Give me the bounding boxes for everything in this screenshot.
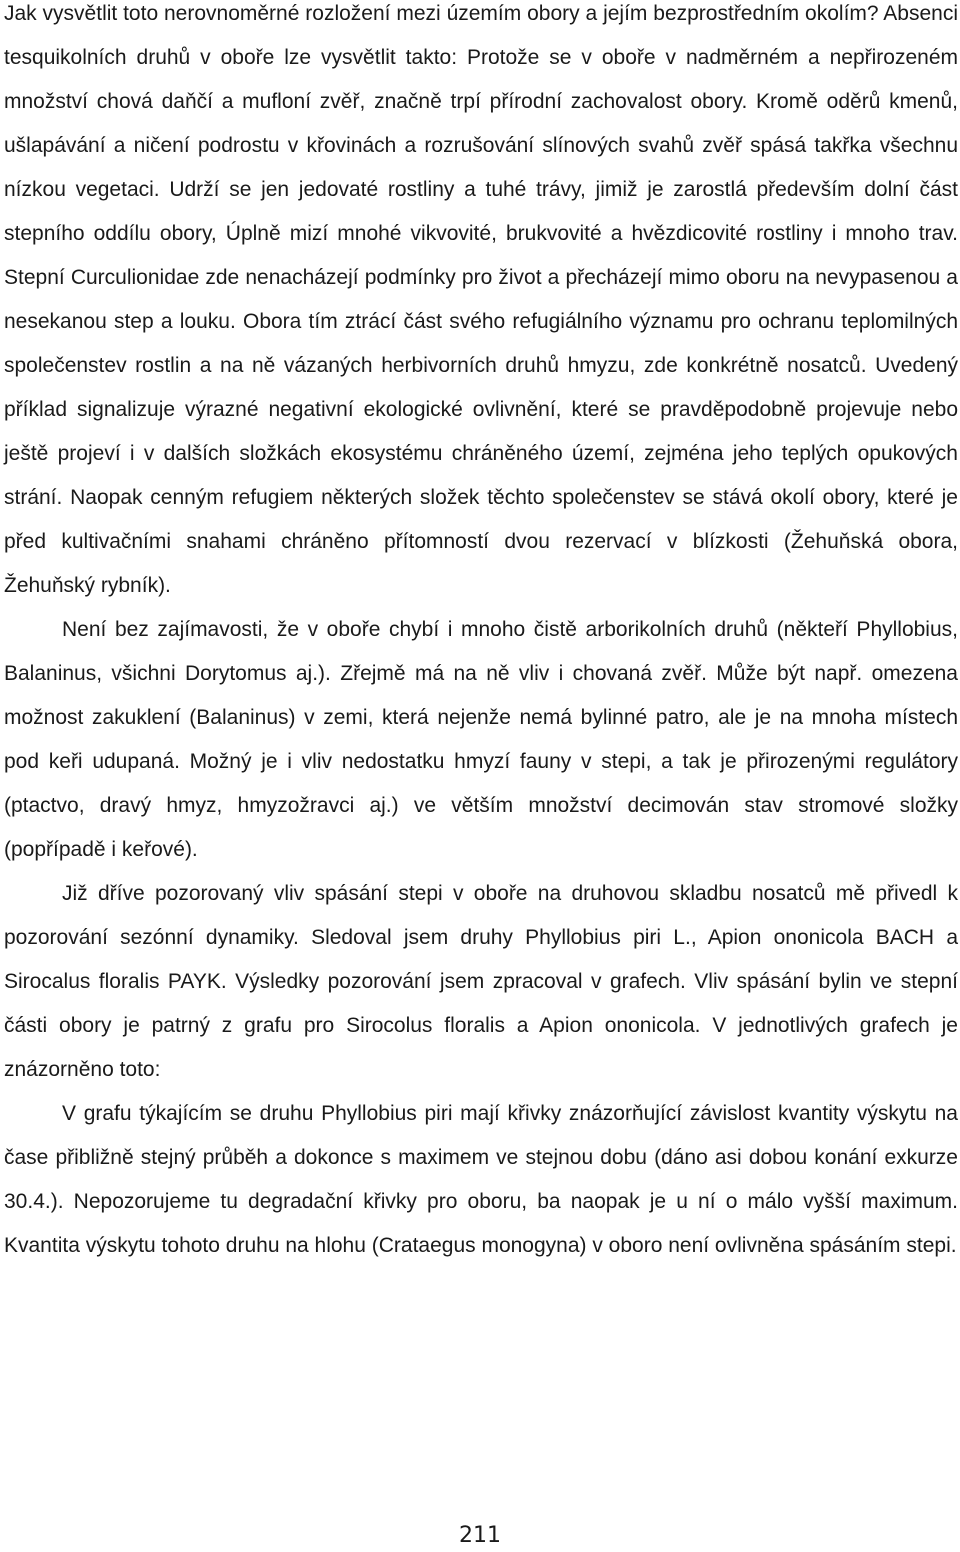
body-text — [4, 0, 958, 1268]
paragraph-2: Není bez zajímavosti, že v oboře chybí i mnoho čistě arborikolních druhů (někteří Phyllobius, Balaninus, všichni Dorytomus aj.). Zřejmě má na ně vliv i chovaná zvěř. Může být např. omezena možnost zakuklení (Balaninus) v zemi, která nejenže nemá bylinné patro, ale je na mnoha místech pod keři udupaná. Možný je i vliv nedostatku hmyzí fauny v stepi, a tak je přirozenými regulátory (ptactvo, dravý hmyz, hmyzožravci aj.) ve větším množství decimován stav stromové složky (popřípadě i keřové). — [4, 618, 958, 861]
paragraph-4: V grafu týkajícím se druhu Phyllobius piri mají křivky znázorňující závislost kvantity výskytu na čase přibližně stejný průběh a dokonce s maximem ve stejnou dobu (dáno asi dobou konání exkurze 30.4.). Nepozorujeme tu degradační křivky pro oboru, ba naopak je u ní o málo vyšší maximum. Kvantita výskytu tohoto druhu na hlohu (Crataegus monogyna) v oboro není ovlivněna spásáním stepi. — [4, 1102, 958, 1257]
paragraph-1: Jak vysvětlit toto nerovnoměrné rozložení mezi územím obory a jejím bezprostředním okolím? Absenci tesquikolních druhů v oboře lze vysvětlit takto: Protože se v oboře v nadměrném a nepřirozeném množství chová daňčí a mufloní zvěř, značně trpí přírodní zachovalost obory. Kromě oděrů kmenů, ušlapávání a ničení podrostu v křovinách a rozrušování slínových svahů zvěř spásá takřka všechnu nízkou vegetaci. Udrží se jen jedovaté rostliny a tuhé trávy, jimiž je zarostlá především dolní část stepního oddílu obory, Úplně mizí mnohé vikvovité, brukvovité a hvězdicovité rostliny i mnoho trav. Stepní Curculionidae zde nenacházejí podmínky pro život a přecházejí mimo oboru na nevypasenou a nesekanou step a louku. Obora tím ztrácí část svého refugiálního významu pro ochranu teplomilných společenstev rostlin a na ně vázaných herbivorních druhů hmyzu, zde konkrétně nosatců. Uvedený příklad signalizuje výrazné negativní ekologické ovlivnění, které se pravděpodobně projevuje nebo ještě projeví i v dalších složkách ekosystému chráněného území, zejména jeho teplých opukových strání. Naopak cenným refugiem některých složek těchto společenstev se stává okolí obory, které je před kultivačními snahami chráněno přítomností dvou rezervací v blízkosti (Žehuňská obora, Žehuňský rybník). — [4, 2, 958, 597]
page-number: 211 — [459, 1523, 501, 1548]
paragraph-3: Již dříve pozorovaný vliv spásání stepi v oboře na druhovou skladbu nosatců mě přivedl k pozorování sezónní dynamiky. Sledoval jsem druhy Phyllobius piri L., Apion ononicola BACH a Sirocalus floralis PAYK. Výsledky pozorování jsem zpracoval v grafech. Vliv spásání bylin ve stepní části obory je patrný z grafu pro Sirocolus floralis a Apion ononicola. V jednotlivých grafech je znázorněno toto: — [4, 882, 958, 1081]
